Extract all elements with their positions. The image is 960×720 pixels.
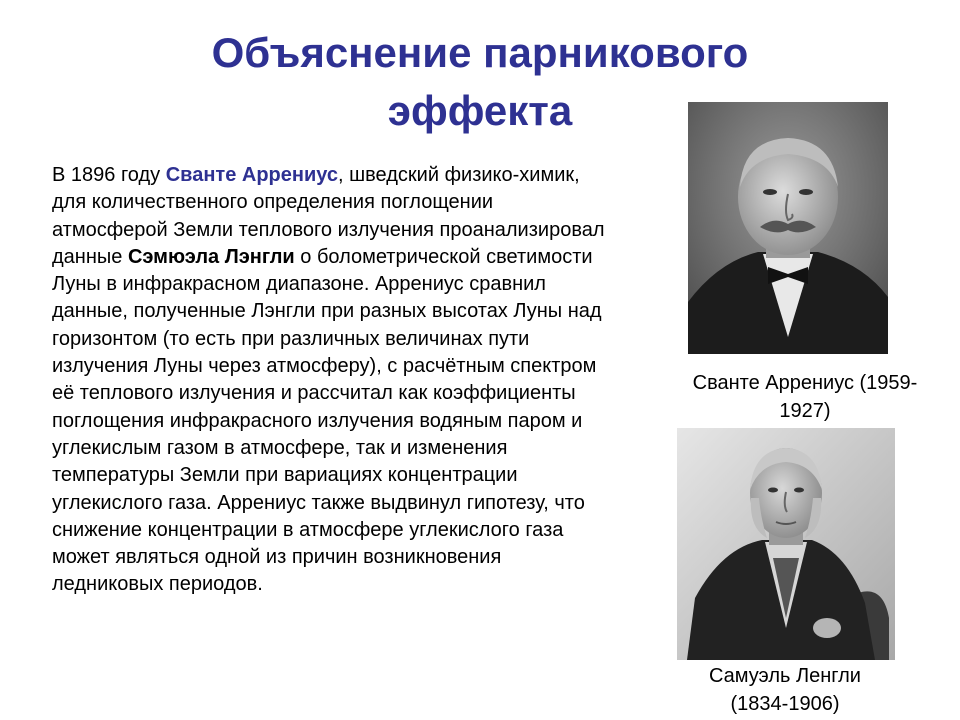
langley-name: Сэмюэла Лэнгли [127, 245, 295, 268]
langley-caption-line-1: Самуэль Ленгли [709, 665, 861, 687]
body-text-part-2: , шведский физико-химик, для количественного определения поглощении атмосферой Земли теплового излучения проанализировал данные [52, 164, 605, 268]
body-text-part-3: о болометрической светимости Луны в инфракрасном диапазоне. Аррениус сравнил данные, полученные Лэнгли при разных высотах Луны над горизонтом (то есть при различных величинах пути излучения Луны через атмосферу), с расчётным спектром её теплового излучения и рассчитал как коэффициенты поглощения инфракрасного излучения водяным паром и углекислым газом в атмосфере, так и изменения температуры Земли при вариациях концентрации углекислого газа. Аррениус также выдвинул гипотезу, что снижение концентрации в атмосфере углекислого газа может являться одной из причин возникновения ледниковых периодов. [52, 245, 602, 596]
body-paragraph [52, 162, 612, 599]
langley-caption [670, 662, 900, 718]
langley-caption-line-2: (1834-1906) [730, 693, 840, 715]
arrhenius-portrait [688, 102, 888, 354]
arrhenius-caption [660, 369, 950, 425]
langley-portrait [677, 428, 895, 660]
arrhenius-name: Сванте Аррениус [165, 164, 338, 186]
body-text-part-1: В 1896 году [52, 164, 166, 186]
arrhenius-caption-line-2: 1927) [779, 400, 831, 422]
title-line-2: эффекта [387, 87, 573, 134]
title-line-1: Объяснение парникового [211, 29, 749, 76]
arrhenius-caption-line-1: Сванте Аррениус (1959- [692, 372, 918, 394]
